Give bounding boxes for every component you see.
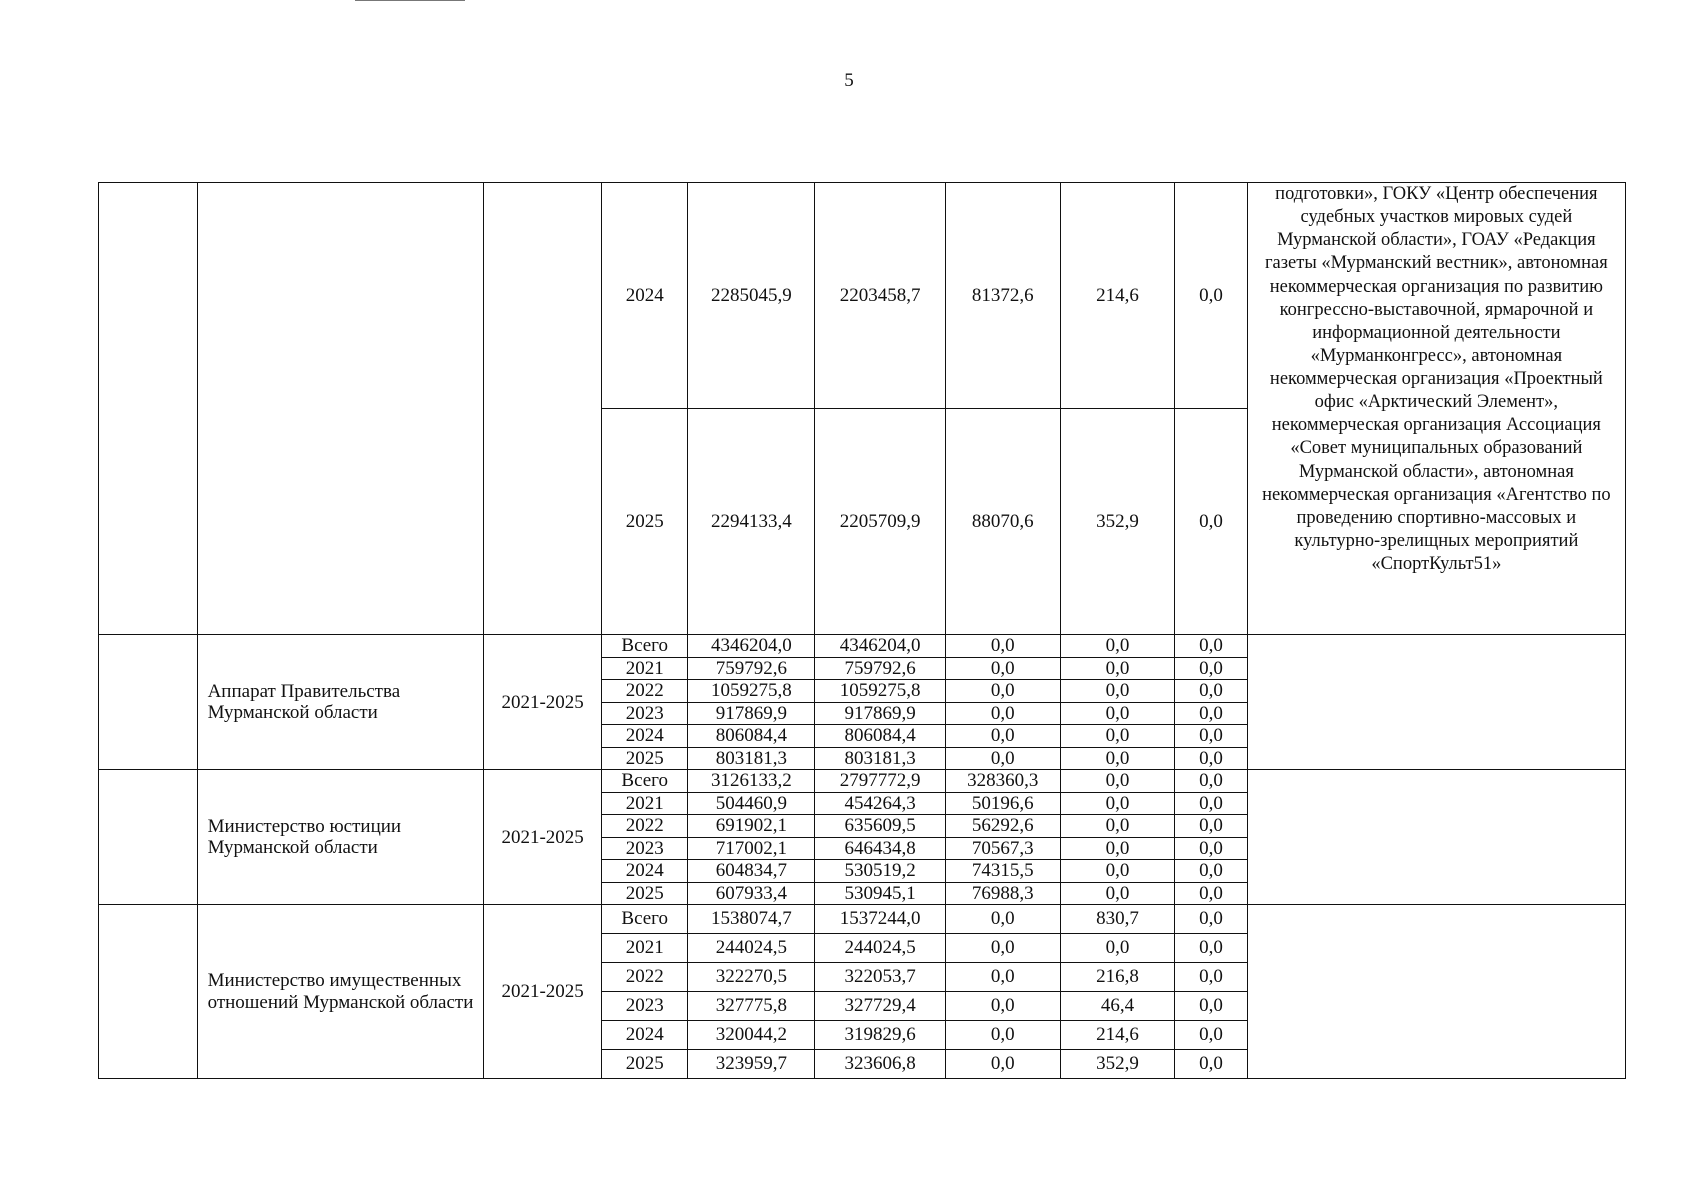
local-cell: 0,0 [1060,725,1175,748]
federal-cell: 0,0 [945,725,1060,748]
total-cell: 3126133,2 [688,770,815,793]
regional-cell: 917869,9 [815,702,946,725]
table-row [99,183,1626,409]
executor-note: подготовки», ГОКУ «Центр обеспечения судебных участков мировых судей Мурманской области», ГОАУ «Редакция газеты «Мурманский вестник», автономная некоммерческая организация по развитию конгрессно-выставочной, ярмарочной и информационной деятельности «Мурманконгресс», автономная некоммерческая организация «Проектный офис «Арктический Элемент», некоммерческая организация Ассоциация «Совет муниципальных образований Мурманской области», автономная некоммерческая организация «Агентство по проведению спортивно-массовых и культурно-зрелищных мероприятий «СпортКульт51» [1247,183,1625,635]
total-cell: 327775,8 [688,992,815,1021]
year-cell: 2025 [601,882,688,905]
total-cell: 2294133,4 [688,409,815,635]
other-cell: 0,0 [1175,963,1247,992]
other-cell: 0,0 [1175,1021,1247,1050]
local-cell: 0,0 [1060,860,1175,883]
local-cell: 0,0 [1060,882,1175,905]
regional-cell: 319829,6 [815,1021,946,1050]
regional-cell: 806084,4 [815,725,946,748]
federal-cell: 0,0 [945,905,1060,934]
regional-cell: 1059275,8 [815,680,946,703]
period-cell: 2021-2025 [484,635,602,770]
continuation-block [99,183,1626,635]
other-cell: 0,0 [1175,992,1247,1021]
other-cell: 0,0 [1175,725,1247,748]
total-cell: 1059275,8 [688,680,815,703]
agency-cell [197,183,484,635]
other-cell: 0,0 [1175,882,1247,905]
local-cell: 0,0 [1060,934,1175,963]
federal-cell: 50196,6 [945,792,1060,815]
local-cell: 0,0 [1060,680,1175,703]
year-cell: 2025 [601,409,688,635]
other-cell: 0,0 [1175,702,1247,725]
year-cell: 2024 [601,725,688,748]
federal-cell: 76988,3 [945,882,1060,905]
page-number: 5 [844,70,854,91]
federal-cell: 0,0 [945,1021,1060,1050]
federal-cell: 0,0 [945,992,1060,1021]
year-cell: Всего [601,770,688,793]
other-cell: 0,0 [1175,934,1247,963]
total-cell: 717002,1 [688,837,815,860]
agency-blocks [99,635,1626,1079]
total-cell: 607933,4 [688,882,815,905]
other-cell: 0,0 [1175,815,1247,838]
local-cell: 214,6 [1060,183,1175,409]
number-cell [99,635,198,770]
regional-cell: 530945,1 [815,882,946,905]
scan-top-mark [355,0,465,1]
federal-cell: 81372,6 [945,183,1060,409]
federal-cell: 0,0 [945,934,1060,963]
year-cell: Всего [601,635,688,658]
other-cell: 0,0 [1175,770,1247,793]
total-cell: 320044,2 [688,1021,815,1050]
regional-cell: 530519,2 [815,860,946,883]
local-cell: 352,9 [1060,1050,1175,1079]
other-cell: 0,0 [1175,1050,1247,1079]
period-cell: 2021-2025 [484,905,602,1079]
year-cell: 2023 [601,837,688,860]
regional-cell: 803181,3 [815,747,946,770]
federal-cell: 0,0 [945,1050,1060,1079]
number-cell [99,905,198,1079]
table-row [99,905,1626,934]
total-cell: 2285045,9 [688,183,815,409]
regional-cell: 244024,5 [815,934,946,963]
year-cell: 2022 [601,815,688,838]
number-cell [99,183,198,635]
table-row [99,635,1626,658]
period-cell: 2021-2025 [484,770,602,905]
total-cell: 1538074,7 [688,905,815,934]
federal-cell: 0,0 [945,635,1060,658]
total-cell: 803181,3 [688,747,815,770]
other-cell: 0,0 [1175,183,1247,409]
agency-name: Аппарат Правительства Мурманской области [197,635,484,770]
year-cell: 2021 [601,934,688,963]
regional-cell: 327729,4 [815,992,946,1021]
year-cell: 2025 [601,747,688,770]
other-cell: 0,0 [1175,657,1247,680]
local-cell: 46,4 [1060,992,1175,1021]
other-cell: 0,0 [1175,409,1247,635]
federal-cell: 328360,3 [945,770,1060,793]
regional-cell: 1537244,0 [815,905,946,934]
regional-cell: 2203458,7 [815,183,946,409]
period-cell [484,183,602,635]
local-cell: 0,0 [1060,792,1175,815]
local-cell: 0,0 [1060,747,1175,770]
funding-table [98,182,1626,1079]
regional-cell: 4346204,0 [815,635,946,658]
regional-cell: 646434,8 [815,837,946,860]
local-cell: 830,7 [1060,905,1175,934]
year-cell: 2024 [601,860,688,883]
agency-name: Министерство юстиции Мурманской области [197,770,484,905]
federal-cell: 74315,5 [945,860,1060,883]
year-cell: 2024 [601,183,688,409]
other-cell: 0,0 [1175,747,1247,770]
total-cell: 917869,9 [688,702,815,725]
total-cell: 604834,7 [688,860,815,883]
federal-cell: 70567,3 [945,837,1060,860]
regional-cell: 759792,6 [815,657,946,680]
federal-cell: 0,0 [945,657,1060,680]
federal-cell: 0,0 [945,747,1060,770]
executor-note [1247,770,1625,905]
year-cell: 2021 [601,792,688,815]
year-cell: 2021 [601,657,688,680]
regional-cell: 323606,8 [815,1050,946,1079]
local-cell: 216,8 [1060,963,1175,992]
year-cell: Всего [601,905,688,934]
local-cell: 0,0 [1060,635,1175,658]
local-cell: 0,0 [1060,702,1175,725]
total-cell: 322270,5 [688,963,815,992]
total-cell: 4346204,0 [688,635,815,658]
other-cell: 0,0 [1175,680,1247,703]
federal-cell: 0,0 [945,963,1060,992]
total-cell: 691902,1 [688,815,815,838]
regional-cell: 454264,3 [815,792,946,815]
year-cell: 2023 [601,992,688,1021]
year-cell: 2022 [601,680,688,703]
agency-name: Министерство имущественных отношений Мурманской области [197,905,484,1079]
regional-cell: 2797772,9 [815,770,946,793]
table-row [99,770,1626,793]
total-cell: 244024,5 [688,934,815,963]
executor-note [1247,635,1625,770]
local-cell: 352,9 [1060,409,1175,635]
total-cell: 759792,6 [688,657,815,680]
executor-note [1247,905,1625,1079]
other-cell: 0,0 [1175,635,1247,658]
federal-cell: 88070,6 [945,409,1060,635]
federal-cell: 0,0 [945,680,1060,703]
local-cell: 214,6 [1060,1021,1175,1050]
regional-cell: 2205709,9 [815,409,946,635]
year-cell: 2023 [601,702,688,725]
local-cell: 0,0 [1060,815,1175,838]
local-cell: 0,0 [1060,837,1175,860]
regional-cell: 635609,5 [815,815,946,838]
federal-cell: 0,0 [945,702,1060,725]
year-cell: 2025 [601,1050,688,1079]
total-cell: 504460,9 [688,792,815,815]
year-cell: 2022 [601,963,688,992]
other-cell: 0,0 [1175,860,1247,883]
other-cell: 0,0 [1175,792,1247,815]
other-cell: 0,0 [1175,837,1247,860]
federal-cell: 56292,6 [945,815,1060,838]
total-cell: 323959,7 [688,1050,815,1079]
regional-cell: 322053,7 [815,963,946,992]
year-cell: 2024 [601,1021,688,1050]
total-cell: 806084,4 [688,725,815,748]
number-cell [99,770,198,905]
other-cell: 0,0 [1175,905,1247,934]
local-cell: 0,0 [1060,657,1175,680]
local-cell: 0,0 [1060,770,1175,793]
